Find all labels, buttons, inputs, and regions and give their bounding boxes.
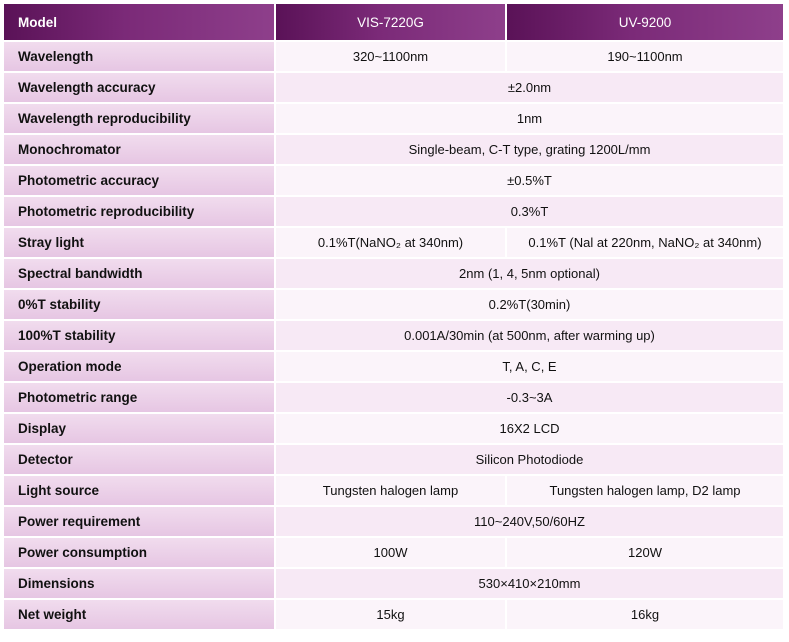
spec-value-shared: ±0.5%T [276, 166, 785, 197]
spec-row [4, 73, 785, 104]
spec-row [4, 42, 785, 73]
header-model-label: Model [4, 4, 276, 42]
spec-value-shared: 110~240V,50/60HZ [276, 507, 785, 538]
spec-row [4, 383, 785, 414]
spec-row [4, 414, 785, 445]
spec-label: Wavelength [4, 42, 276, 73]
spec-table [4, 4, 785, 631]
header-model-vis-7220g: VIS-7220G [276, 4, 507, 42]
spec-label: Display [4, 414, 276, 445]
spec-row [4, 600, 785, 631]
spec-value-shared: 0.001A/30min (at 500nm, after warming up) [276, 321, 785, 352]
spec-value-shared: 530×410×210mm [276, 569, 785, 600]
spec-row [4, 352, 785, 383]
spec-row [4, 321, 785, 352]
spec-value-shared: 1nm [276, 104, 785, 135]
spec-label: 0%T stability [4, 290, 276, 321]
spec-value-vis-7220g: 100W [276, 538, 507, 569]
spec-label: Photometric reproducibility [4, 197, 276, 228]
spec-label: Dimensions [4, 569, 276, 600]
spec-value-uv-9200: 16kg [507, 600, 785, 631]
spec-label: Photometric range [4, 383, 276, 414]
spec-value-shared: 0.3%T [276, 197, 785, 228]
spec-label: Photometric accuracy [4, 166, 276, 197]
spec-row [4, 445, 785, 476]
spec-row [4, 259, 785, 290]
spec-value-shared: T, A, C, E [276, 352, 785, 383]
spec-value-vis-7220g: 320~1100nm [276, 42, 507, 73]
spec-value-uv-9200: 190~1100nm [507, 42, 785, 73]
spec-label: Monochromator [4, 135, 276, 166]
spec-value-shared: Silicon Photodiode [276, 445, 785, 476]
header-row [4, 4, 785, 42]
spec-row [4, 166, 785, 197]
spec-label: Operation mode [4, 352, 276, 383]
spec-label: Wavelength reproducibility [4, 104, 276, 135]
spec-label: Spectral bandwidth [4, 259, 276, 290]
spec-value-uv-9200: Tungsten halogen lamp, D2 lamp [507, 476, 785, 507]
spec-row [4, 290, 785, 321]
spec-label: Detector [4, 445, 276, 476]
spec-value-uv-9200: 0.1%T (Nal at 220nm, NaNO₂ at 340nm) [507, 228, 785, 259]
spec-label: Light source [4, 476, 276, 507]
spec-value-shared: 2nm (1, 4, 5nm optional) [276, 259, 785, 290]
spec-value-vis-7220g: 0.1%T(NaNO₂ at 340nm) [276, 228, 507, 259]
spec-row [4, 197, 785, 228]
spec-value-vis-7220g: 15kg [276, 600, 507, 631]
spec-label: Power requirement [4, 507, 276, 538]
spec-row [4, 476, 785, 507]
spec-label: Wavelength accuracy [4, 73, 276, 104]
spec-value-shared: ±2.0nm [276, 73, 785, 104]
spec-value-shared: Single-beam, C-T type, grating 1200L/mm [276, 135, 785, 166]
spec-row [4, 538, 785, 569]
spec-value-shared: -0.3~3A [276, 383, 785, 414]
spec-label: Stray light [4, 228, 276, 259]
spec-label: Power consumption [4, 538, 276, 569]
spec-label: Net weight [4, 600, 276, 631]
spec-row [4, 135, 785, 166]
spec-value-shared: 16X2 LCD [276, 414, 785, 445]
spec-label: 100%T stability [4, 321, 276, 352]
spec-row [4, 507, 785, 538]
spec-row [4, 569, 785, 600]
spec-row [4, 104, 785, 135]
spec-value-uv-9200: 120W [507, 538, 785, 569]
spec-value-shared: 0.2%T(30min) [276, 290, 785, 321]
spec-row [4, 228, 785, 259]
spec-value-vis-7220g: Tungsten halogen lamp [276, 476, 507, 507]
header-model-uv-9200: UV-9200 [507, 4, 785, 42]
